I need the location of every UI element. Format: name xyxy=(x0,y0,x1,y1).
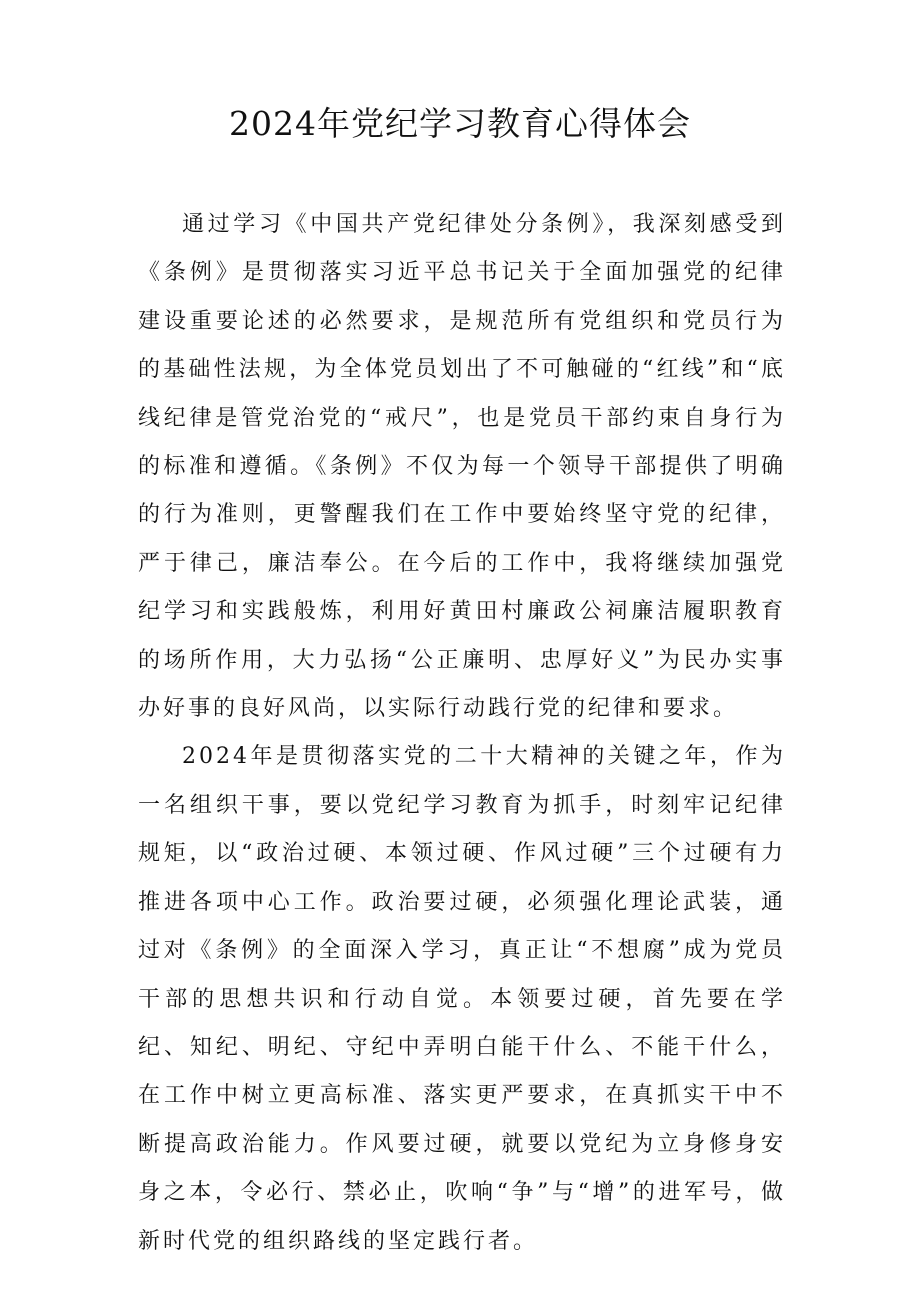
paragraph-2: 2024年是贯彻落实党的二十大精神的关键之年，作为一名组织干事，要以党纪学习教育为抓手，时刻牢记纪律规矩，以“政治过硬、本领过硬、作风过硬”三个过硬有力推进各项中心工作。政治要过硬，必须强化理论武装，通过对《条例》的全面深入学习，真正让“不想腐”成为党员干部的思想共识和行动自觉。本领要过硬，首先要在学纪、知纪、明纪、守纪中弄明白能干什么、不能干什么，在工作中树立更高标准、落实更严要求，在真抓实干中不断提高政治能力。作风要过硬，就要以党纪为立身修身安身之本，令必行、禁必止，吹响“争”与“增”的进军号，做新时代党的组织路线的坚定践行者。 xyxy=(138,744,786,1254)
document-title: 2024年党纪学习教育心得体会 xyxy=(229,104,691,143)
document-body xyxy=(138,201,786,1266)
paragraph-1: 通过学习《中国共产党纪律处分条例》，我深刻感受到《条例》是贯彻落实习近平总书记关于全面加强党的纪律建设重要论述的必然要求，是规范所有党组织和党员行为的基础性法规，为全体党员划出了不可触碰的“红线”和“底线纪律是管党治党的“戒尺”，也是党员干部约束自身行为的标准和遵循。《条例》不仅为每一个领导干部提供了明确的行为准则，更警醒我们在工作中要始终坚守党的纪律，严于律己，廉洁奉公。在今后的工作中，我将继续加强党纪学习和实践般炼，利用好黄田村廉政公祠廉洁履职教育的场所作用，大力弘扬“公正廉明、忠厚好义”为民办实事办好事的良好风尚，以实际行动践行党的纪律和要求。 xyxy=(138,212,786,722)
